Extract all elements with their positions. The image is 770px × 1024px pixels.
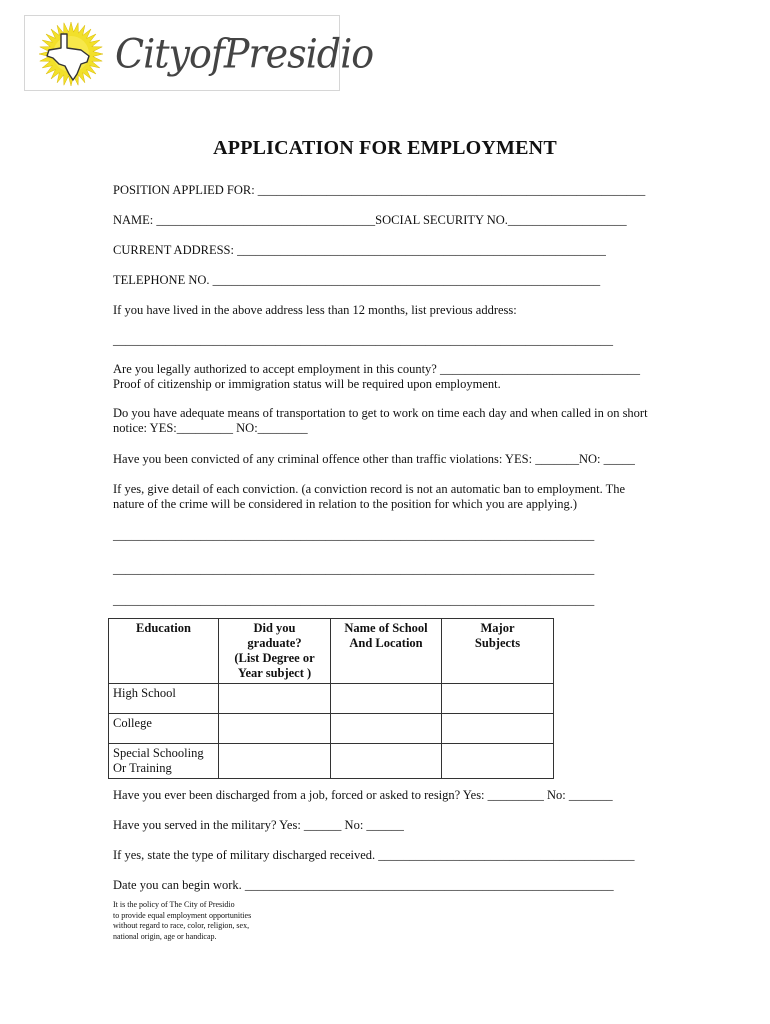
table-row: [109, 744, 554, 779]
header-line: graduate?: [247, 636, 302, 650]
discharge-type-field[interactable]: If yes, state the type of military discharged received. _________________________________________: [113, 848, 635, 862]
military-field[interactable]: Have you served in the military? Yes: ______ No: ______: [113, 818, 404, 832]
school-header: [331, 619, 442, 684]
transport-question: Do you have adequate means of transportation to get to work on time each day and when called in on short: [113, 406, 648, 420]
logo-text: CityofPresidio: [115, 30, 374, 78]
table-row: [109, 684, 554, 714]
policy-line: to provide equal employment opportunities: [113, 910, 252, 920]
header-line: Name of School: [344, 621, 428, 635]
transport-answer-field[interactable]: notice: YES:_________ NO:________: [113, 421, 308, 435]
authorized-field[interactable]: Are you legally authorized to accept employment in this county? ________________________________: [113, 362, 640, 376]
header-line: Subjects: [474, 636, 521, 650]
education-header: Education: [109, 619, 219, 684]
convicted-field[interactable]: Have you been convicted of any criminal offence other than traffic violations: YES: _______NO: _____: [113, 452, 635, 466]
conviction-detail-label-2: nature of the crime will be considered in relation to the position for which you are applying.): [113, 497, 578, 511]
position-field[interactable]: POSITION APPLIED FOR: ______________________________________________________________: [113, 183, 646, 197]
header-line: (List Degree or: [234, 651, 315, 665]
conviction-blank-line[interactable]: _____________________________________________________________________________: [113, 528, 595, 542]
prev-address-label: If you have lived in the above address less than 12 months, list previous address:: [113, 303, 517, 317]
policy-line: national origin, age or handicap.: [113, 931, 217, 941]
table-cell[interactable]: [442, 684, 554, 714]
table-row: [109, 714, 554, 744]
table-cell[interactable]: [442, 744, 554, 779]
table-cell[interactable]: [331, 744, 442, 779]
table-cell[interactable]: [331, 714, 442, 744]
table-cell[interactable]: [219, 714, 331, 744]
name-ssn-field[interactable]: NAME: ___________________________________SOCIAL SECURITY NO.___________________: [113, 213, 627, 227]
policy-line: It is the policy of The City of Presidio: [113, 900, 235, 909]
conviction-blank-line[interactable]: _____________________________________________________________________________: [113, 562, 595, 576]
row-label-line: Special Schooling: [113, 746, 204, 760]
equal-opportunity-policy: [113, 900, 283, 942]
education-table: [108, 618, 554, 779]
table-header-row: [109, 619, 554, 684]
table-cell[interactable]: [331, 684, 442, 714]
table-cell[interactable]: [219, 684, 331, 714]
header-line: Major: [480, 621, 515, 635]
header-line: Year subject ): [237, 666, 312, 680]
proof-note: Proof of citizenship or immigration status will be required upon employment.: [113, 377, 501, 391]
page-title: APPLICATION FOR EMPLOYMENT: [213, 137, 557, 159]
start-date-field[interactable]: Date you can begin work. ___________________________________________________________: [113, 878, 614, 892]
telephone-field[interactable]: TELEPHONE NO. ______________________________________________________________: [113, 273, 601, 287]
row-label-line: Or Training: [113, 761, 172, 775]
prev-address-field[interactable]: ________________________________________________________________________________: [113, 333, 613, 347]
graduate-header: [219, 619, 331, 684]
conviction-blank-line[interactable]: _____________________________________________________________________________: [113, 593, 595, 607]
discharged-field[interactable]: Have you ever been discharged from a job, forced or asked to resign? Yes: _________ No: _______: [113, 788, 613, 802]
header-line: Did you: [253, 621, 296, 635]
special-schooling-label: [109, 744, 219, 779]
conviction-detail-label: If yes, give detail of each conviction. (a conviction record is not an automatic ban to employment. The: [113, 482, 626, 496]
header-line: And Location: [349, 636, 423, 650]
subjects-header: [442, 619, 554, 684]
address-field[interactable]: CURRENT ADDRESS: ___________________________________________________________: [113, 243, 606, 257]
table-cell[interactable]: [442, 714, 554, 744]
city-logo: [24, 15, 374, 91]
table-cell[interactable]: [219, 744, 331, 779]
high-school-label: High School: [109, 684, 219, 714]
college-label: College: [109, 714, 219, 744]
policy-line: without regard to race, color, religion, sex,: [113, 921, 250, 930]
